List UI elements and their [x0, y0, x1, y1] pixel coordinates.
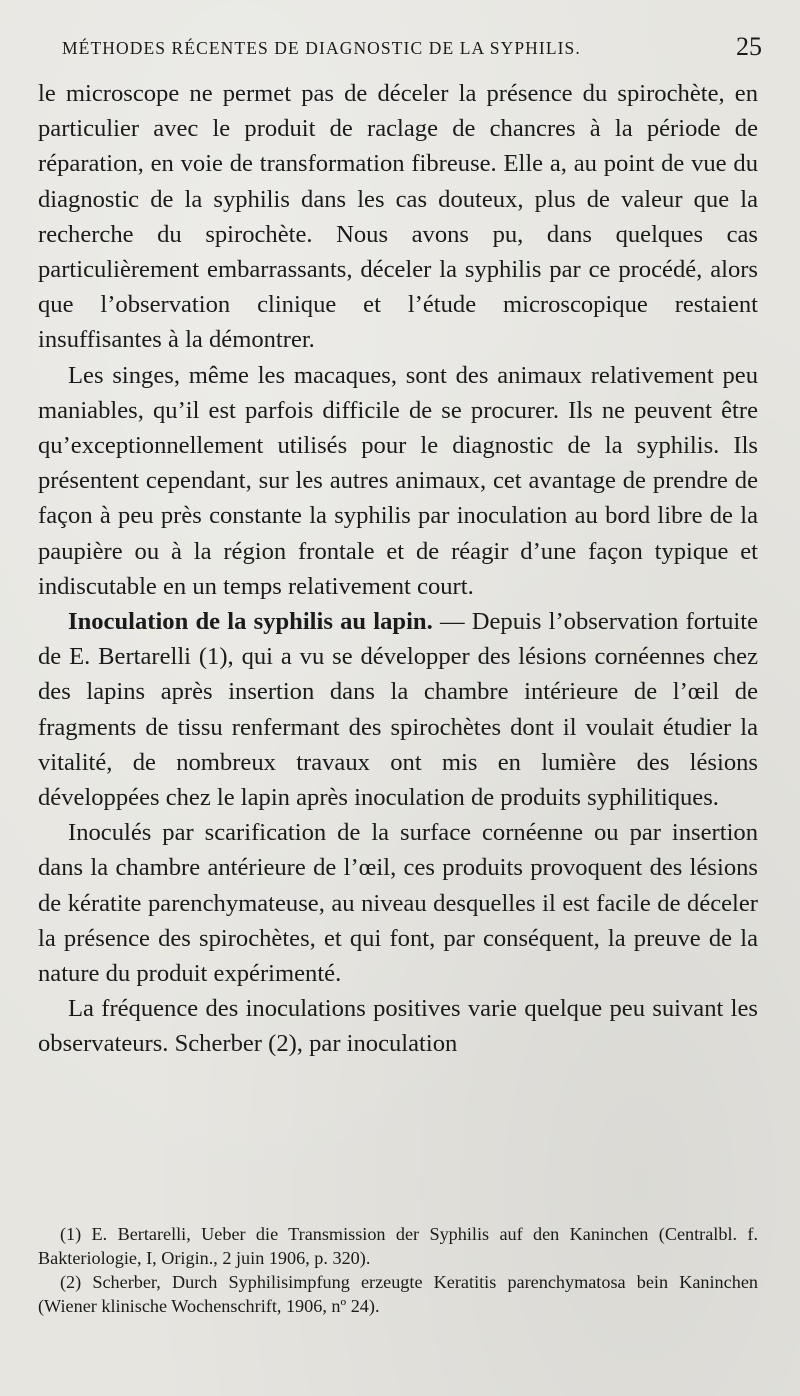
running-header [62, 34, 762, 64]
paragraph-5: La fréquence des inoculations positives varie quelque peu suivant les observateurs. Scherber (2), par inoculation [38, 995, 758, 1058]
running-title: MÉTHODES RÉCENTES DE DIAGNOSTIC DE LA SYPHILIS. [62, 38, 581, 58]
paragraph-2: Les singes, même les macaques, sont des animaux relativement peu maniables, qu’il est parfois difficile de se procurer. Ils ne peuvent être qu’exceptionnellement utilisés pour le diagnostic de la syphilis. Ils présentent cependant, sur les autres animaux, cet avantage de prendre de façon à peu près constante la syphilis par inoculation au bord libre de la paupière ou à la région frontale et de réagir d’une façon typique et indiscutable en un temps relativement court. [38, 361, 758, 600]
footnote-2: (2) Scherber, Durch Syphilisimpfung erzeugte Keratitis parenchymatosa bein Kaninchen (Wiener klinische Wochenschrift, 1906, nº 24). [38, 1272, 758, 1316]
footnote-1: (1) E. Bertarelli, Ueber die Transmission der Syphilis auf den Kaninchen (Centralbl. f. Bakteriologie, I, Origin., 2 juin 1906, p. 320). [38, 1224, 758, 1268]
paragraph-1: le microscope ne permet pas de déceler la présence du spirochète, en particulier avec le produit de raclage de chancres à la période de réparation, en voie de transformation fibreuse. Elle a, au point de vue du diagnostic de la syphilis dans les cas douteux, plus de valeur que la recherche du spirochète. Nous avons pu, dans quelques cas particulièrement embarrassants, déceler la syphilis par ce procédé, alors que l’observation clinique et l’étude microscopique restaient insuffisantes à la démontrer. [38, 80, 758, 354]
paragraph-4: Inoculés par scarification de la surface cornéenne ou par insertion dans la chambre antérieure de l’œil, ces produits provoquent des lésions de kératite parenchymateuse, au niveau desquelles il est facile de déceler la présence des spirochètes, et qui font, par conséquent, la preuve de la nature du produit expérimenté. [38, 819, 758, 988]
footnotes [38, 1222, 758, 1318]
section-heading: Inoculation de la syphilis au lapin. [68, 608, 433, 636]
paragraph-3 [38, 604, 758, 815]
paragraph-3-text: — Depuis l’observation fortuite de E. Bertarelli (1), qui a vu se développer des lésions cornéennes chez des lapins après insertion dans la chambre intérieure de l’œil de fragments de tissu renfermant des spirochètes dont il voulait étudier la vitalité, de nombreux travaux ont mis en lumière des lésions développées chez le lapin après inoculation de produits syphilitiques. [38, 608, 758, 812]
page-number: 25 [736, 32, 762, 61]
main-text [38, 76, 758, 1062]
